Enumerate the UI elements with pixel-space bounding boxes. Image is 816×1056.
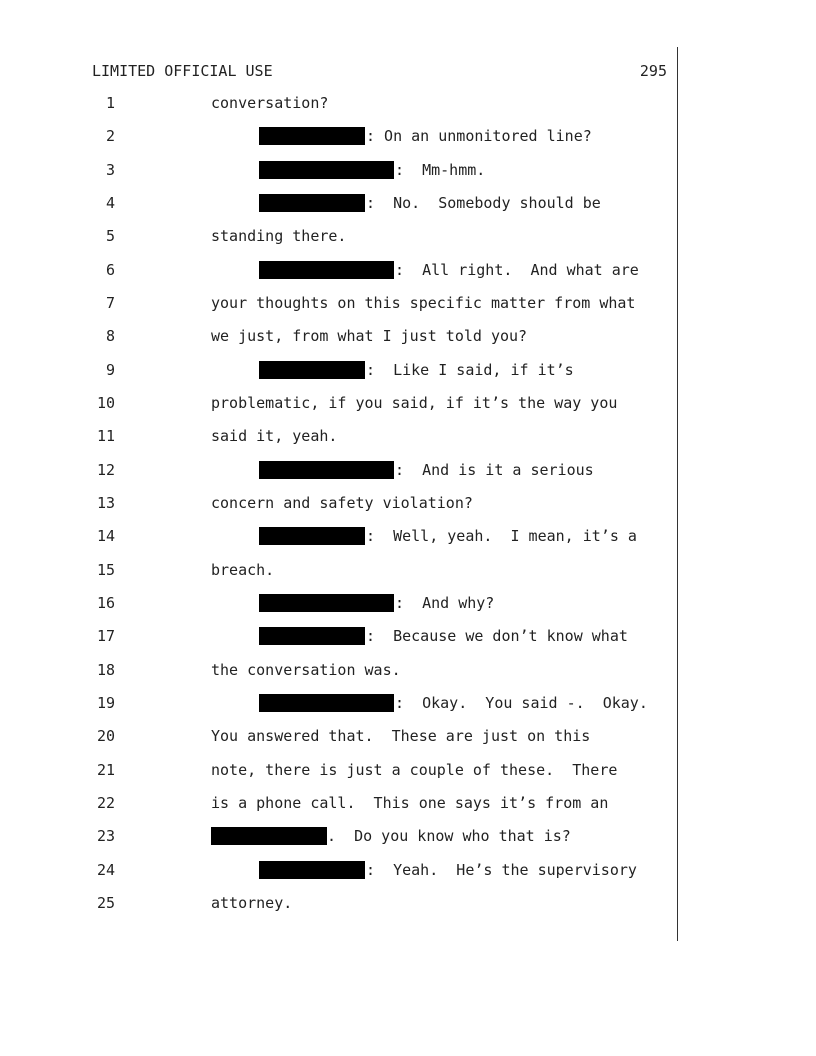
transcript-line — [0, 126, 816, 146]
line-number: 5 — [105, 227, 115, 245]
line-number: 7 — [105, 294, 115, 312]
line-text: attorney. — [211, 894, 293, 912]
transcript-line — [0, 793, 816, 813]
line-number: 9 — [105, 361, 115, 379]
transcript-line — [0, 493, 816, 513]
line-number: 23 — [96, 827, 115, 845]
transcript-line — [0, 226, 816, 246]
transcript-line — [0, 460, 816, 480]
redaction-box — [259, 527, 365, 545]
line-text: your thoughts on this specific matter from what — [211, 294, 636, 312]
line-number: 4 — [105, 194, 115, 212]
transcript-line — [0, 526, 816, 546]
line-number: 11 — [96, 427, 115, 445]
line-text: : And is it a serious — [395, 461, 594, 479]
line-number: 13 — [96, 494, 115, 512]
redaction-box — [259, 361, 365, 379]
redaction-box — [259, 194, 365, 212]
line-number: 2 — [105, 127, 115, 145]
line-text: : No. Somebody should be — [366, 194, 601, 212]
line-text: . Do you know who that is? — [327, 827, 571, 845]
redaction-box — [259, 127, 365, 145]
redaction-box — [259, 261, 394, 279]
line-number: 10 — [96, 394, 115, 412]
redaction-box — [259, 627, 365, 645]
line-text: note, there is just a couple of these. There — [211, 761, 618, 779]
line-number: 3 — [105, 161, 115, 179]
line-text: breach. — [211, 561, 275, 579]
transcript-line — [0, 293, 816, 313]
line-number: 16 — [96, 594, 115, 612]
transcript-line — [0, 260, 816, 280]
line-number: 24 — [96, 861, 115, 879]
classification-header: LIMITED OFFICIAL USE — [92, 62, 273, 80]
line-text: You answered that. These are just on this — [211, 727, 591, 745]
transcript-line — [0, 726, 816, 746]
redaction-box — [259, 461, 394, 479]
line-number: 6 — [105, 261, 115, 279]
line-text: : Like I said, if it’s — [366, 361, 574, 379]
line-number: 12 — [96, 461, 115, 479]
line-text: : Because we don’t know what — [366, 627, 628, 645]
transcript-line — [0, 560, 816, 580]
transcript-line — [0, 393, 816, 413]
transcript-line — [0, 893, 816, 913]
line-number: 19 — [96, 694, 115, 712]
line-number: 17 — [96, 627, 115, 645]
transcript-line — [0, 760, 816, 780]
redaction-box — [259, 694, 394, 712]
transcript-line — [0, 826, 816, 846]
line-number: 25 — [96, 894, 115, 912]
transcript-line — [0, 160, 816, 180]
line-text: : Well, yeah. I mean, it’s a — [366, 527, 637, 545]
line-number: 22 — [96, 794, 115, 812]
line-text: problematic, if you said, if it’s the way you — [211, 394, 618, 412]
transcript-line — [0, 360, 816, 380]
transcript-line — [0, 693, 816, 713]
line-number: 18 — [96, 661, 115, 679]
line-text: concern and safety violation? — [211, 494, 473, 512]
line-text: is a phone call. This one says it’s from an — [211, 794, 609, 812]
transcript-line — [0, 626, 816, 646]
transcript-line — [0, 193, 816, 213]
line-text: the conversation was. — [211, 661, 401, 679]
transcript-line — [0, 93, 816, 113]
line-number: 20 — [96, 727, 115, 745]
line-number: 8 — [105, 327, 115, 345]
line-text: : Mm-hmm. — [395, 161, 486, 179]
line-text: : Okay. You said -. Okay. — [395, 694, 648, 712]
line-text: standing there. — [211, 227, 347, 245]
line-number: 15 — [96, 561, 115, 579]
transcript-line — [0, 326, 816, 346]
line-number: 21 — [96, 761, 115, 779]
transcript-line — [0, 593, 816, 613]
line-text: we just, from what I just told you? — [211, 327, 528, 345]
transcript-line — [0, 660, 816, 680]
redaction-box — [259, 161, 394, 179]
transcript-line — [0, 426, 816, 446]
line-text: : On an unmonitored line? — [366, 127, 592, 145]
page-number: 295 — [639, 62, 667, 80]
line-number: 1 — [105, 94, 115, 112]
line-number: 14 — [96, 527, 115, 545]
transcript-line — [0, 860, 816, 880]
line-text: : All right. And what are — [395, 261, 639, 279]
line-text: said it, yeah. — [211, 427, 338, 445]
line-text: conversation? — [211, 94, 329, 112]
redaction-box — [259, 594, 394, 612]
redaction-box — [211, 827, 327, 845]
redaction-box — [259, 861, 365, 879]
line-text: : Yeah. He’s the supervisory — [366, 861, 637, 879]
line-text: : And why? — [395, 594, 495, 612]
